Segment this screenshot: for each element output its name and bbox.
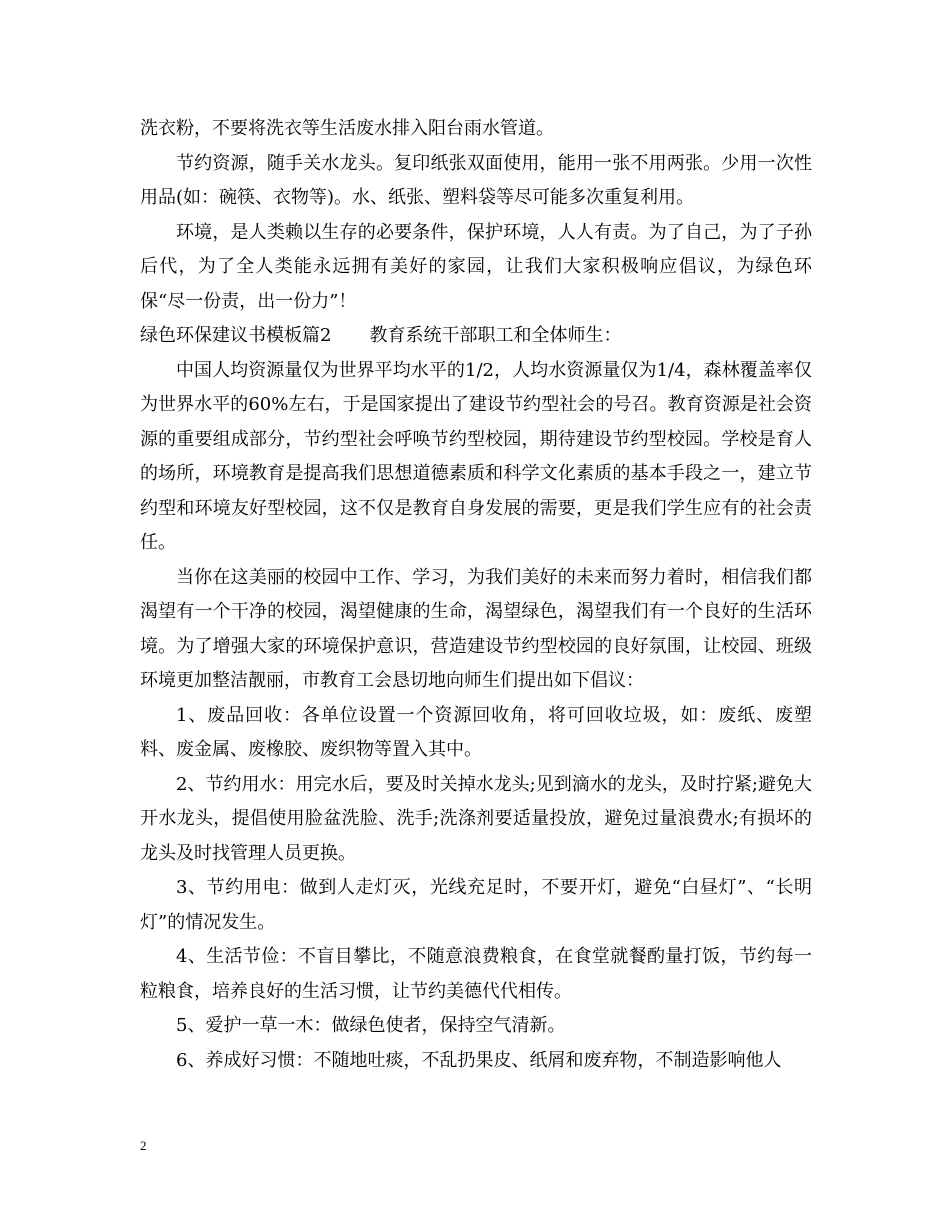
document-body	[140, 112, 812, 1078]
section-title: 绿色环保建议书模板篇2	[140, 325, 332, 346]
paragraph: 节约资源，随手关水龙头。复印纸张双面使用，能用一张不用两张。少用一次性用品(如：碗筷、衣物等)。水、纸张、塑料袋等尽可能多次重复利用。	[140, 152, 812, 208]
section-heading-line	[140, 319, 812, 354]
list-item: 6、养成好习惯：不随地吐痰，不乱扔果皮、纸屑和废弃物，不制造影响他人	[176, 1049, 782, 1071]
list-item: 2、节约用水：用完水后，要及时关掉水龙头;见到滴水的龙头，及时拧紧;避免大开水龙头，提倡使用脸盆洗脸、洗手;洗涤剂要适量投放，避免过量浪费水;有损坏的龙头及时找管理人员更换。	[140, 773, 812, 864]
paragraph: 中国人均资源量仅为世界平均水平的1/2，人均水资源量仅为1/4，森林覆盖率仅为世界水平的60%左右，于是国家提出了建设节约型社会的号召。教育资源是社会资源的重要组成部分，节约型社会呼唤节约型校园，期待建设节约型校园。学校是育人的场所，环境教育是提高我们思想道德素质和科学文化素质的基本手段之一，建立节约型和环境友好型校园，这不仅是教育自身发展的需要，更是我们学生应有的社会责任。	[140, 359, 812, 553]
salutation: 教育系统干部职工和全体师生：	[369, 325, 622, 346]
paragraph: 当你在这美丽的校园中工作、学习，为我们美好的未来而努力着时，相信我们都渴望有一个干净的校园，渴望健康的生命，渴望绿色，渴望我们有一个良好的生活环境。为了增强大家的环境保护意识，营造建设节约型校园的良好氛围，让校园、班级环境更加整洁靓丽，市教育工会恳切地向师生们提出如下倡议：	[140, 566, 812, 691]
list-item: 3、节约用电：做到人走灯灭，光线充足时，不要开灯，避免“白昼灯”、“长明灯”的情况发生。	[140, 877, 812, 933]
paragraph: 洗衣粉，不要将洗衣等生活废水排入阳台雨水管道。	[140, 118, 554, 139]
list-item: 4、生活节俭：不盲目攀比，不随意浪费粮食，在食堂就餐酌量打饭，节约每一粒粮食，培养良好的生活习惯，让节约美德代代相传。	[140, 946, 812, 1002]
list-item: 1、废品回收：各单位设置一个资源回收角，将可回收垃圾，如：废纸、废塑料、废金属、废橡胶、废织物等置入其中。	[140, 704, 812, 760]
page-number: 2	[140, 1138, 147, 1153]
paragraph: 环境，是人类赖以生存的必要条件，保护环境，人人有责。为了自己，为了子孙后代，为了全人类能永远拥有美好的家园，让我们大家积极响应倡议，为绿色环保“尽一份责，出一份力”！	[140, 221, 812, 312]
list-item: 5、爱护一草一木：做绿色使者，保持空气清新。	[176, 1015, 566, 1036]
